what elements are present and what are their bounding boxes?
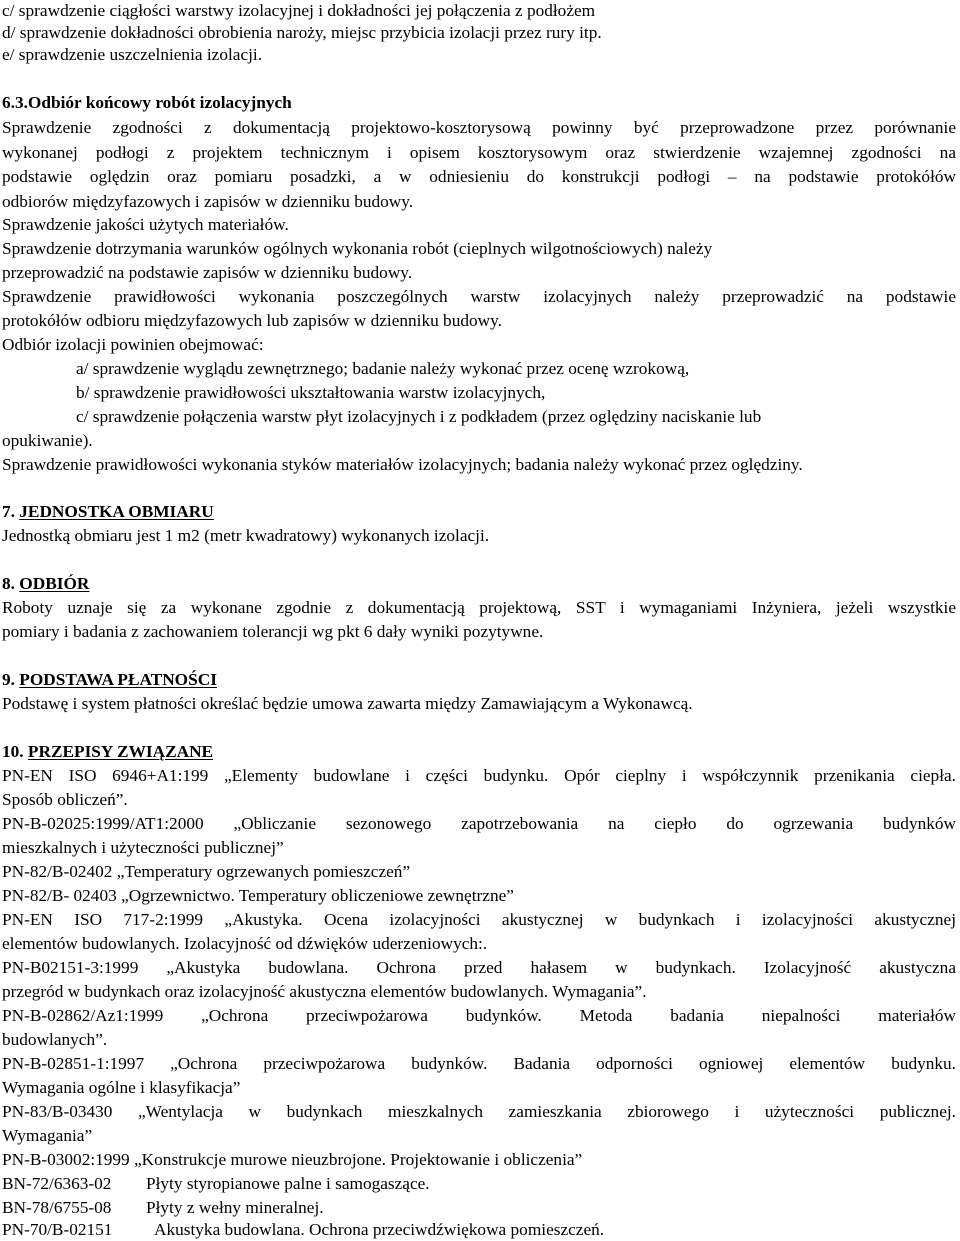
reference-line: PN-82/B-02402 „Temperatury ogrzewanych pomieszczeń” <box>2 862 411 881</box>
reference-line: PN-B-02862/Az1:1999 „Ochrona przeciwpożarowa budynków. Metoda badania niepalności materiałów <box>2 1006 956 1025</box>
reference-line: Wymagania” <box>2 1126 93 1145</box>
section-6-3-heading: 6.3.Odbiór końcowy robót izolacyjnych <box>2 93 292 112</box>
list-item-e: e/ sprawdzenie uszczelnienia izolacji. <box>2 45 263 64</box>
paragraph-line: Sprawdzenie dotrzymania warunków ogólnych wykonania robót (cieplnych wilgotnościowych) należy <box>2 239 713 258</box>
paragraph-line: wykonanej podłogi z projektem technicznym i opisem kosztorysowym oraz stwierdzenie wzajemnej zgodności na <box>2 143 956 162</box>
reference-line: budowlanych”. <box>2 1030 108 1049</box>
paragraph-line: przeprowadzić na podstawie zapisów w dzienniku budowy. <box>2 263 413 282</box>
list-item-c: c/ sprawdzenie połączenia warstw płyt izolacyjnych i z podkładem (przez oględziny naciskanie lub <box>76 407 762 426</box>
section-number: 7. <box>2 502 20 521</box>
section-title: PRZEPISY ZWIĄZANE <box>27 742 214 761</box>
paragraph-line: opukiwanie). <box>2 431 93 450</box>
reference-line: Wymagania ogólne i klasyfikacja” <box>2 1078 241 1097</box>
list-item-b: b/ sprawdzenie prawidłowości ukształtowania warstw izolacyjnych, <box>76 383 546 402</box>
paragraph-line: pomiary i badania z zachowaniem tolerancji wg pkt 6 dały wyniki pozytywne. <box>2 622 544 641</box>
reference-description: Płyty z wełny mineralnej. <box>146 1198 324 1217</box>
paragraph-line: Sprawdzenie jakości użytych materiałów. <box>2 215 289 234</box>
reference-line: PN-83/B-03430 „Wentylacja w budynkach mieszkalnych zamieszkania zbiorowego i użyteczności publicznej. <box>2 1102 956 1121</box>
section-number: 9. <box>2 670 20 689</box>
reference-line: PN-EN ISO 6946+A1:199 „Elementy budowlane i części budynku. Opór cieplny i współczynnik przenikania ciepła. <box>2 766 956 785</box>
section-number: 8. <box>2 574 20 593</box>
list-item-a: a/ sprawdzenie wyglądu zewnętrznego; badanie należy wykonać przez ocenę wzrokową, <box>76 359 690 378</box>
list-item-c: c/ sprawdzenie ciągłości warstwy izolacyjnej i dokładności jej połączenia z podłożem <box>2 1 596 20</box>
reference-line: Sposób obliczeń”. <box>2 790 128 809</box>
reference-line: PN-B-03002:1999 „Konstrukcje murowe nieuzbrojone. Projektowanie i obliczenia” <box>2 1150 583 1169</box>
paragraph-line: odbiorów międzyfazowych i zapisów w dzienniku budowy. <box>2 192 414 211</box>
paragraph-line: Sprawdzenie prawidłowości wykonania styków materiałów izolacyjnych; badania należy wykonać przez oględziny. <box>2 455 803 474</box>
reference-line: PN-B-02851-1:1997 „Ochrona przeciwpożarowa budynków. Badania odporności ogniowej elementów budynku. <box>2 1054 956 1073</box>
reference-code: BN-78/6755-08 <box>2 1198 112 1217</box>
paragraph-line: podstawie oględzin oraz pomiaru posadzki, a w odniesieniu do konstrukcji podłogi – na podstawie protokółów <box>2 167 956 186</box>
section-10-heading <box>2 741 213 763</box>
reference-line: mieszkalnych i użyteczności publicznej” <box>2 838 284 857</box>
paragraph-line: Podstawę i system płatności określać będzie umowa zawarta między Zamawiającym a Wykonawcą. <box>2 694 693 713</box>
reference-line: PN-82/B- 02403 „Ogrzewnictwo. Temperatury obliczeniowe zewnętrzne” <box>2 886 514 905</box>
reference-line: PN-B-02025:1999/AT1:2000 „Obliczanie sezonowego zapotrzebowania na ciepło do ogrzewania budynków <box>2 814 956 833</box>
section-number: 10. <box>2 742 28 761</box>
reference-table-row <box>2 1219 604 1241</box>
reference-code: BN-72/6363-02 <box>2 1174 112 1193</box>
paragraph-line: Jednostką obmiaru jest 1 m2 (metr kwadratowy) wykonanych izolacji. <box>2 526 490 545</box>
paragraph-line: Roboty uznaje się za wykonane zgodnie z dokumentacją projektową, SST i wymaganiami Inżyniera, jeżeli wszystkie <box>2 598 956 617</box>
list-item-d: d/ sprawdzenie dokładności obrobienia naroży, miejsc przybicia izolacji przez rury itp. <box>2 23 602 42</box>
reference-description: Płyty styropianowe palne i samogaszące. <box>146 1174 430 1193</box>
reference-table-row <box>2 1197 324 1219</box>
section-title: ODBIÓR <box>19 574 90 593</box>
reference-line: przegród w budynkach oraz izolacyjność akustyczna elementów budowlanych. Wymagania”. <box>2 982 647 1001</box>
paragraph-line: protokółów odbioru międzyfazowych lub zapisów w dzienniku budowy. <box>2 311 502 330</box>
reference-line: PN-B02151-3:1999 „Akustyka budowlana. Ochrona przed hałasem w budynkach. Izolacyjność akustyczna <box>2 958 956 977</box>
reference-description: Akustyka budowlana. Ochrona przeciwdźwiękowa pomieszczeń. <box>154 1220 605 1239</box>
section-title: PODSTAWA PŁATNOŚCI <box>19 670 217 689</box>
section-8-heading <box>2 573 89 595</box>
paragraph-line: Sprawdzenie prawidłowości wykonania poszczególnych warstw izolacyjnych należy przeprowadzić na podstawie <box>2 287 956 306</box>
reference-code: PN-70/B-02151 <box>2 1220 113 1239</box>
section-9-heading <box>2 669 217 691</box>
reference-table-row <box>2 1173 430 1195</box>
section-7-heading <box>2 501 214 523</box>
paragraph-line: Odbiór izolacji powinien obejmować: <box>2 335 264 354</box>
reference-line: elementów budowlanych. Izolacyjność od dźwięków uderzeniowych:. <box>2 934 488 953</box>
paragraph-line: Sprawdzenie zgodności z dokumentacją projektowo-kosztorysową powinny być przeprowadzone przez porównanie <box>2 118 956 137</box>
reference-line: PN-EN ISO 717-2:1999 „Akustyka. Ocena izolacyjności akustycznej w budynkach i izolacyjności akustycznej <box>2 910 956 929</box>
section-title: JEDNOSTKA OBMIARU <box>19 502 214 521</box>
